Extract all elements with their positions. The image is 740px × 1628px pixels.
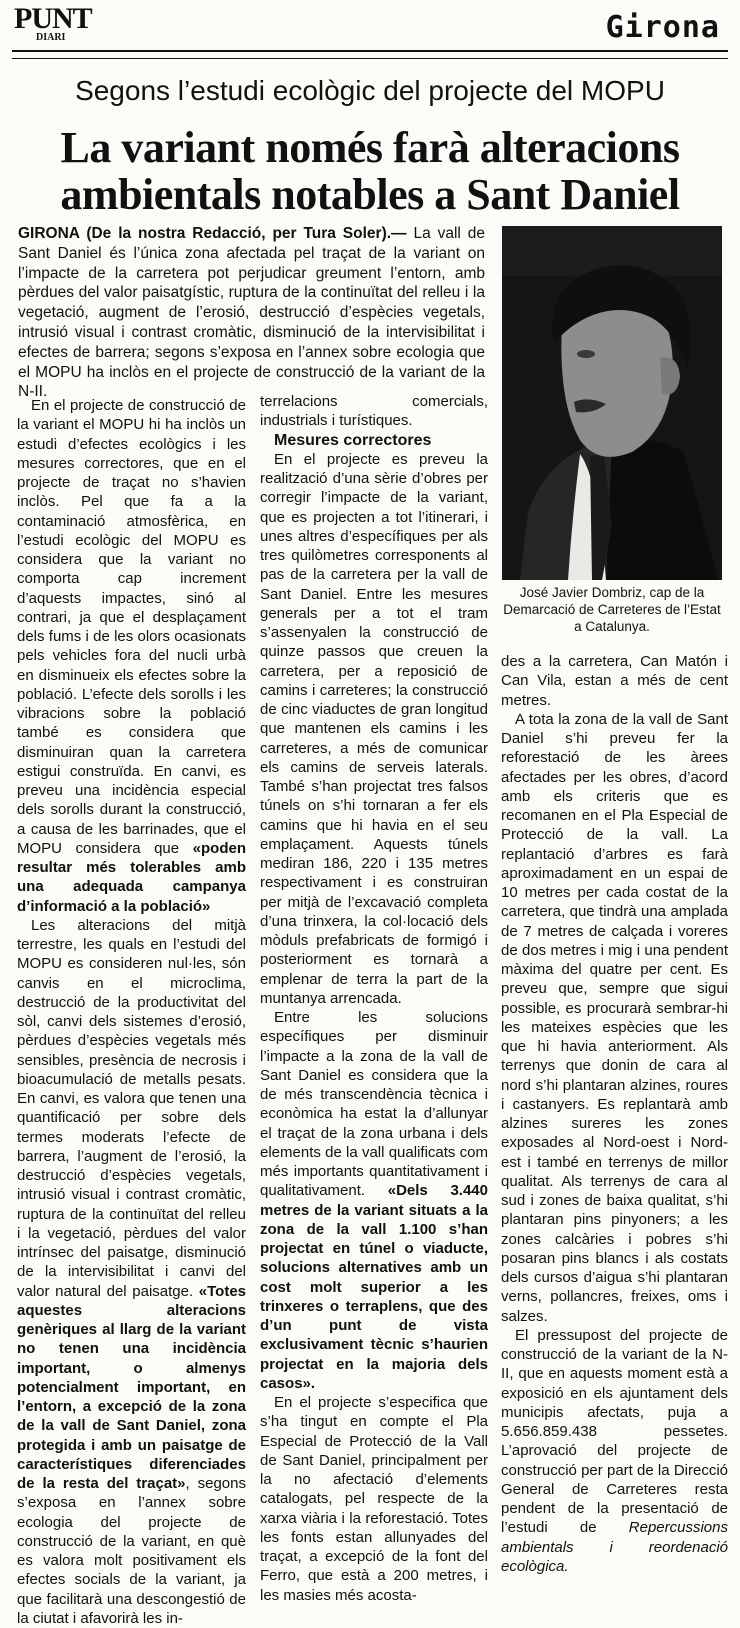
paragraph: En el projecte s’especifica que s’ha tingut en compte el Pla Especial de Protecció de la Vall de Sant Daniel, principalment per la no afectació d’elements catalogats, pel respecte de la xarxa viària i la reforestació. Totes les fonts estan allunyades del traçat, a excepció de la font del Ferro, que està a 200 metres, i les masies més acosta-	[260, 1394, 488, 1604]
header-rule	[12, 50, 728, 59]
paragraph	[17, 916, 246, 1628]
paragraph-text: En el projecte de construcció de la variant el MOPU hi ha inclòs un estudi d’efectes ecològics i les mesures correctores, que en el projecte de traçat no s’havien inclòs. Pel que fa a la contaminació atmosfèrica, en l’estudi ecològic del MOPU es considera que la variant no comporta cap increment d’aquests impactes, sinó al contrari, ja que el desplaçament dels fums i de les olors ocasionats pels vehicles fora del nucli urbà en disminueix els efectes sobre la població. L’efecte dels sorolls i les vibracions sobre la població també es considera que disminuiran quan la carretera estigui construïda. En canvi, es preveu una incidència especial dels sorolls durant la construcció, a causa de les barrinades, que el MOPU considera que	[17, 397, 246, 857]
paragraph	[17, 396, 246, 916]
paragraph: En el projecte es preveu la realització d’una sèrie d’obres per corregir l’impacte de la variant, que es projecten a tot l’itinerari, i unes altres d’específiques per als tres quilòmetres corresponents al pas de la carretera per la vall de Sant Daniel. Entre les mesures generals per a tot el tram s’assenyalen la construcció de quinze passos que creuen la carretera, per a reposició de camins i carreteres; la construcció de cinc viaductes de gran longitud que mantenen els camins i les carreteres, a més de comunicar els camins de serveis laterals. També s’han projectat tres falsos túnels on s’hi tornaran a fer els camins que hi havia en el seu emplaçament. Aquests túnels mediran 186, 220 i 135 metres respectivament i es construiran per mitjà de l’excavació completa d’una trinxera, la col·locació dels mòduls prefabricats de formigó i posteriorment es tornarà a emplenar de terra la part de la muntanya arrencada.	[260, 450, 488, 1007]
pretitle: Segons l’estudi ecològic del projecte del MOPU	[75, 75, 665, 106]
paragraph	[260, 1008, 488, 1393]
portrait-image	[502, 226, 722, 580]
logo-wordmark: PUNT	[14, 2, 92, 35]
article-column-3	[501, 652, 728, 1576]
quote: «Dels 3.440 metres de la variant situats a la zona de la vall 1.100 s’han projectat en túnel o viaducte, solucions alternatives amb un cost molt superior a les trinxeres o terraplens, que des d’un punt de vista exclusivament tècnic s’haurien projectat en la majoria dels casos».	[260, 1182, 488, 1392]
quote: «Totes aquestes alteracions genèriques al llarg de la variant no tenen una incidència important, o almenys potencialment important, en l’entorn, a excepció de la zona de la vall de Sant Daniel, zona protegida i amb un paisatge de característiques diferenciades de la resta del traçat»	[17, 1282, 246, 1492]
continued-text: des a la carretera, Can Matón i Can Vila, estan a més de cent metres.	[501, 653, 728, 709]
paragraph-text: , segons s’exposa en l’annex sobre ecologia del projecte de construcció de la variant, en què es valora molt positivament els efectes socials de la variant, ja que facilitarà una descongestió de la ciutat i afavorirà les in-	[17, 1475, 246, 1627]
paragraph: A tota la zona de la vall de Sant Daniel s’hi preveu fer la reforestació de les àrees afectades per les obres, d’acord amb els criteris que es recomanen en el Pla Especial de Protecció de la vall. La replantació d’arbres es farà aproximadament en un espai de 10 metres per cada costat de la carretera, que tindrà una amplada de 7 metres de calçada i voreres de dos metres i mig i una pendent màxima del quatre per cent. Es preveu que, sempre que sigui possible, es procurarà sembrar-hi les mateixes espècies que les que hi havia anteriorment. Als terrenys que donin de cara al nord s’hi plantaran alzines, roures i castanyers. Es replantarà amb alzines sureres les zones exposades al Nord-oest i Nord-est i també en terrenys de millor qualitat. Als terrenys de cara al sud i zones de baixa qualitat, s’hi plantaran pins pinyoners; a les zones calcàries i pobres s’hi posaran pins blancs i als costats dels cursos d’aigua s’hi plantaran verns, pollancres, freixes, oms i salzes.	[501, 710, 728, 1325]
logo-subtitle: DIARI	[36, 32, 66, 43]
headline: La variant només farà alteracions ambientals notables a Sant Daniel	[60, 123, 680, 219]
newspaper-logo	[14, 2, 92, 43]
article-column-1	[17, 396, 246, 1628]
masthead	[12, 4, 726, 48]
dateline: GIRONA (De la nostra Redacció, per Tura Soler).—	[18, 225, 407, 242]
quote: «poden resultar més tolerables amb una adequada campanya d’informació a la població»	[17, 839, 246, 915]
portrait-photo	[502, 226, 722, 580]
lead-text: La vall de Sant Daniel és l’única zona afectada pel traçat de la variant on l’impacte de la carretera pot perjudicar greument l’entorn, amb pèrdues del valor paisatgístic, ruptura de la continuïtat del relleu i la vegetació, augment de l’erosió, destrucció d’espècies vegetals, intrusió visual i contrast cromàtic, disminució de la intervisibilitat i efectes de barrera; segons s’exposa en l’annex sobre ecologia que el MOPU ha inclòs en el projecte de construcció de la variant de la N-II.	[18, 225, 485, 401]
subheading: Mesures correctores	[274, 431, 432, 449]
paragraph-text: Entre les solucions específiques per disminuir l’impacte a la zona de la vall de Sant Daniel es considera que la de més transcendència tècnica i econòmica ha estat la d’allunyar el traçat de la zona urbana i dels elements de la vall qualificats com més importants quantitativament i qualitativament.	[260, 1009, 488, 1200]
article-column-2	[260, 392, 488, 1605]
section-title: Girona	[605, 10, 720, 45]
study-title: Repercussions ambientals i reordenació ecològica.	[501, 1519, 728, 1575]
continued-text: terrelacions comercials, industrials i turístiques.	[260, 393, 488, 430]
lead-paragraph	[18, 224, 485, 402]
paragraph-text: El pressupost del projecte de construcció de la variant de la N-II, que en aquests moment està a exposició en els ajuntament dels municipis afectats, puja a 5.656.859.438 pessetes. L’aprovació del projecte de construcció per part de la Direcció General de Carreteres resta pendent de la presentació de l’estudi de	[501, 1326, 728, 1537]
paragraph	[501, 1326, 728, 1576]
paragraph-text: Les alteracions del mitjà terrestre, les quals en l’estudi del MOPU es consideren nul·les, són canvis en el microclima, destrucció de la productivitat del sòl, canvi dels sistemes d’erosió, pèrdues d’espècies vegetals més sensibles, presència de necrosis i bioacumulació de metalls pesats. En canvi, es valora que tenen una quantificació per sobre dels termes moderats l’efecte de barrera, l’augment de l’erosió, la destrucció d’espècies vegetals, intrusió visual i contrast cromàtic, ruptura de la continuïtat del relleu i la vegetació, pèrdues del valor intrínsec del paisatge, disminució de la intervisibilitat i canvi del valor natural del paisatge.	[17, 916, 246, 1300]
photo-caption: José Javier Dombriz, cap de la Demarcació de Carreteres de l’Estat a Catalunya.	[503, 585, 721, 634]
